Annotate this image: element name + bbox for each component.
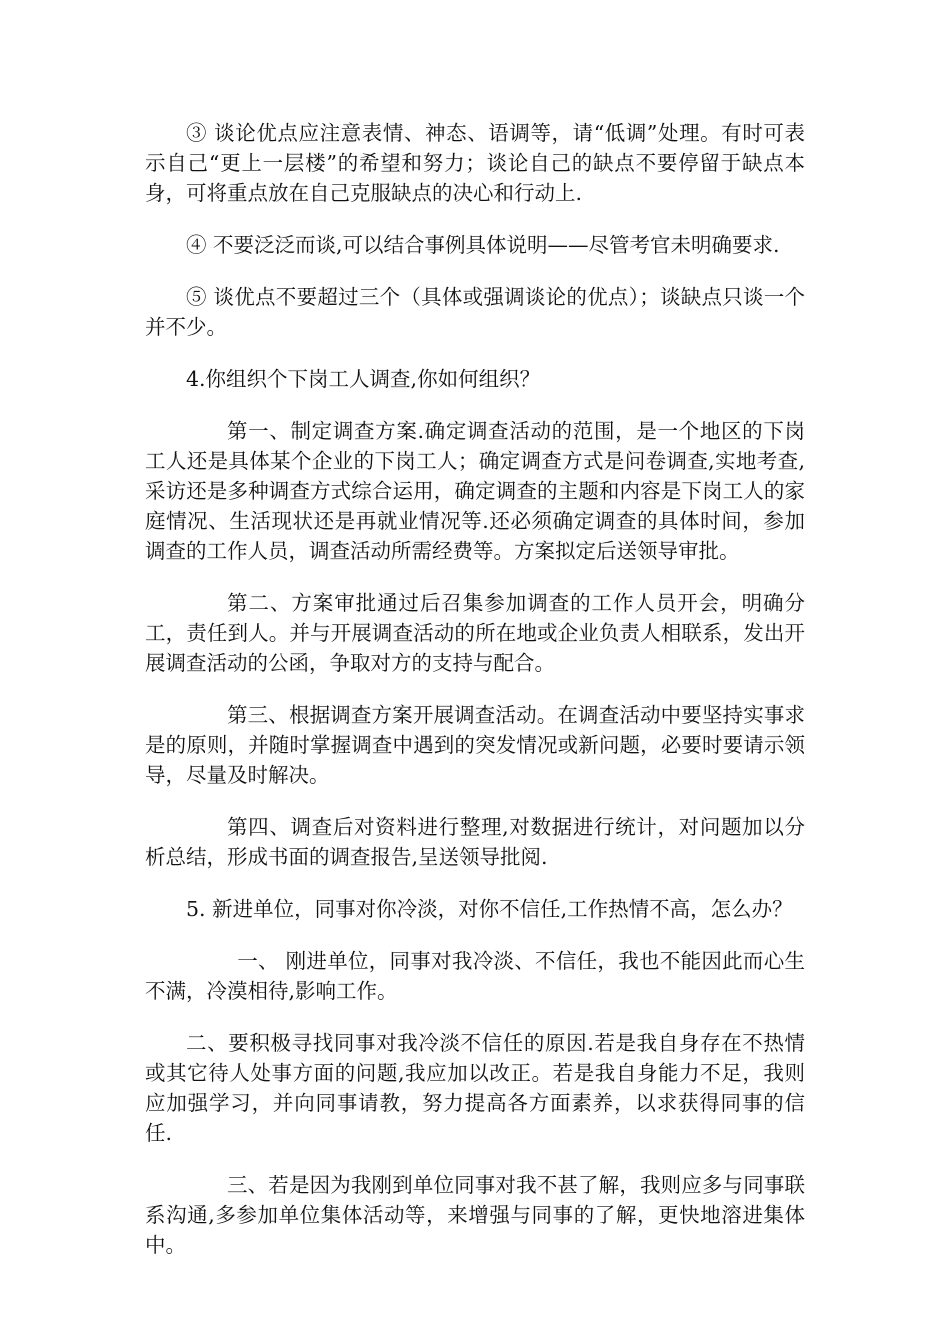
answer-4-step-1: 第一、制定调查方案.确定调查活动的范围，是一个地区的下岗工人还是具体某个企业的下岗工人；确定调查方式是问卷调查,实地考查,采访还是多种调查方式综合运用，确定调查的主题和内容是下岗工人的家庭情况、生活现状还是再就业情况等.还必须确定调查的具体时间，参加调查的工作人员，调查活动所需经费等。方案拟定后送领导审批。 bbox=[145, 419, 805, 563]
paragraph-tip-4: ④ 不要泛泛而谈,可以结合事例具体说明——尽管考官未明确要求. bbox=[186, 233, 780, 257]
document-body bbox=[145, 118, 805, 1282]
answer-5-point-1: 一、 刚进单位，同事对我冷淡、不信任，我也不能因此而心生不满，冷漠相待,影响工作。 bbox=[145, 949, 805, 1003]
answer-5-point-3: 三、若是因为我刚到单位同事对我不甚了解，我则应多与同事联系沟通,多参加单位集体活动等，来增强与同事的了解，更快地溶进集体中。 bbox=[145, 1173, 805, 1257]
answer-5-point-2: 二、要积极寻找同事对我冷淡不信任的原因.若是我自身存在不热情或其它待人处事方面的问题,我应加以改正。若是我自身能力不足，我则应加强学习，并向同事请教，努力提高各方面素养，以求获得同事的信任. bbox=[145, 1031, 805, 1145]
answer-4-step-4: 第四、调查后对资料进行整理,对数据进行统计，对问题加以分析总结，形成书面的调查报告,呈送领导批阅. bbox=[145, 815, 805, 869]
question-4-heading: 4.你组织个下岗工人调查,你如何组织？ bbox=[186, 367, 541, 391]
answer-4-step-2: 第二、方案审批通过后召集参加调查的工作人员开会，明确分工，责任到人。并与开展调查活动的所在地或企业负责人相联系，发出开展调查活动的公函，争取对方的支持与配合。 bbox=[145, 591, 805, 675]
question-5-heading: 5. 新进单位，同事对你冷淡，对你不信任,工作热情不高，怎么办？ bbox=[186, 897, 793, 921]
answer-4-step-3: 第三、根据调查方案开展调查活动。在调查活动中要坚持实事求是的原则，并随时掌握调查中遇到的突发情况或新问题，必要时要请示领导，尽量及时解决。 bbox=[145, 703, 805, 787]
paragraph-tip-3: ③ 谈论优点应注意表情、神态、语调等，请“低调”处理。有时可表示自己“更上一层楼”的希望和努力；谈论自己的缺点不要停留于缺点本身，可将重点放在自己克服缺点的决心和行动上. bbox=[145, 121, 805, 205]
paragraph-tip-5: ⑤ 谈优点不要超过三个（具体或强调谈论的优点）；谈缺点只谈一个并不少。 bbox=[145, 285, 805, 339]
